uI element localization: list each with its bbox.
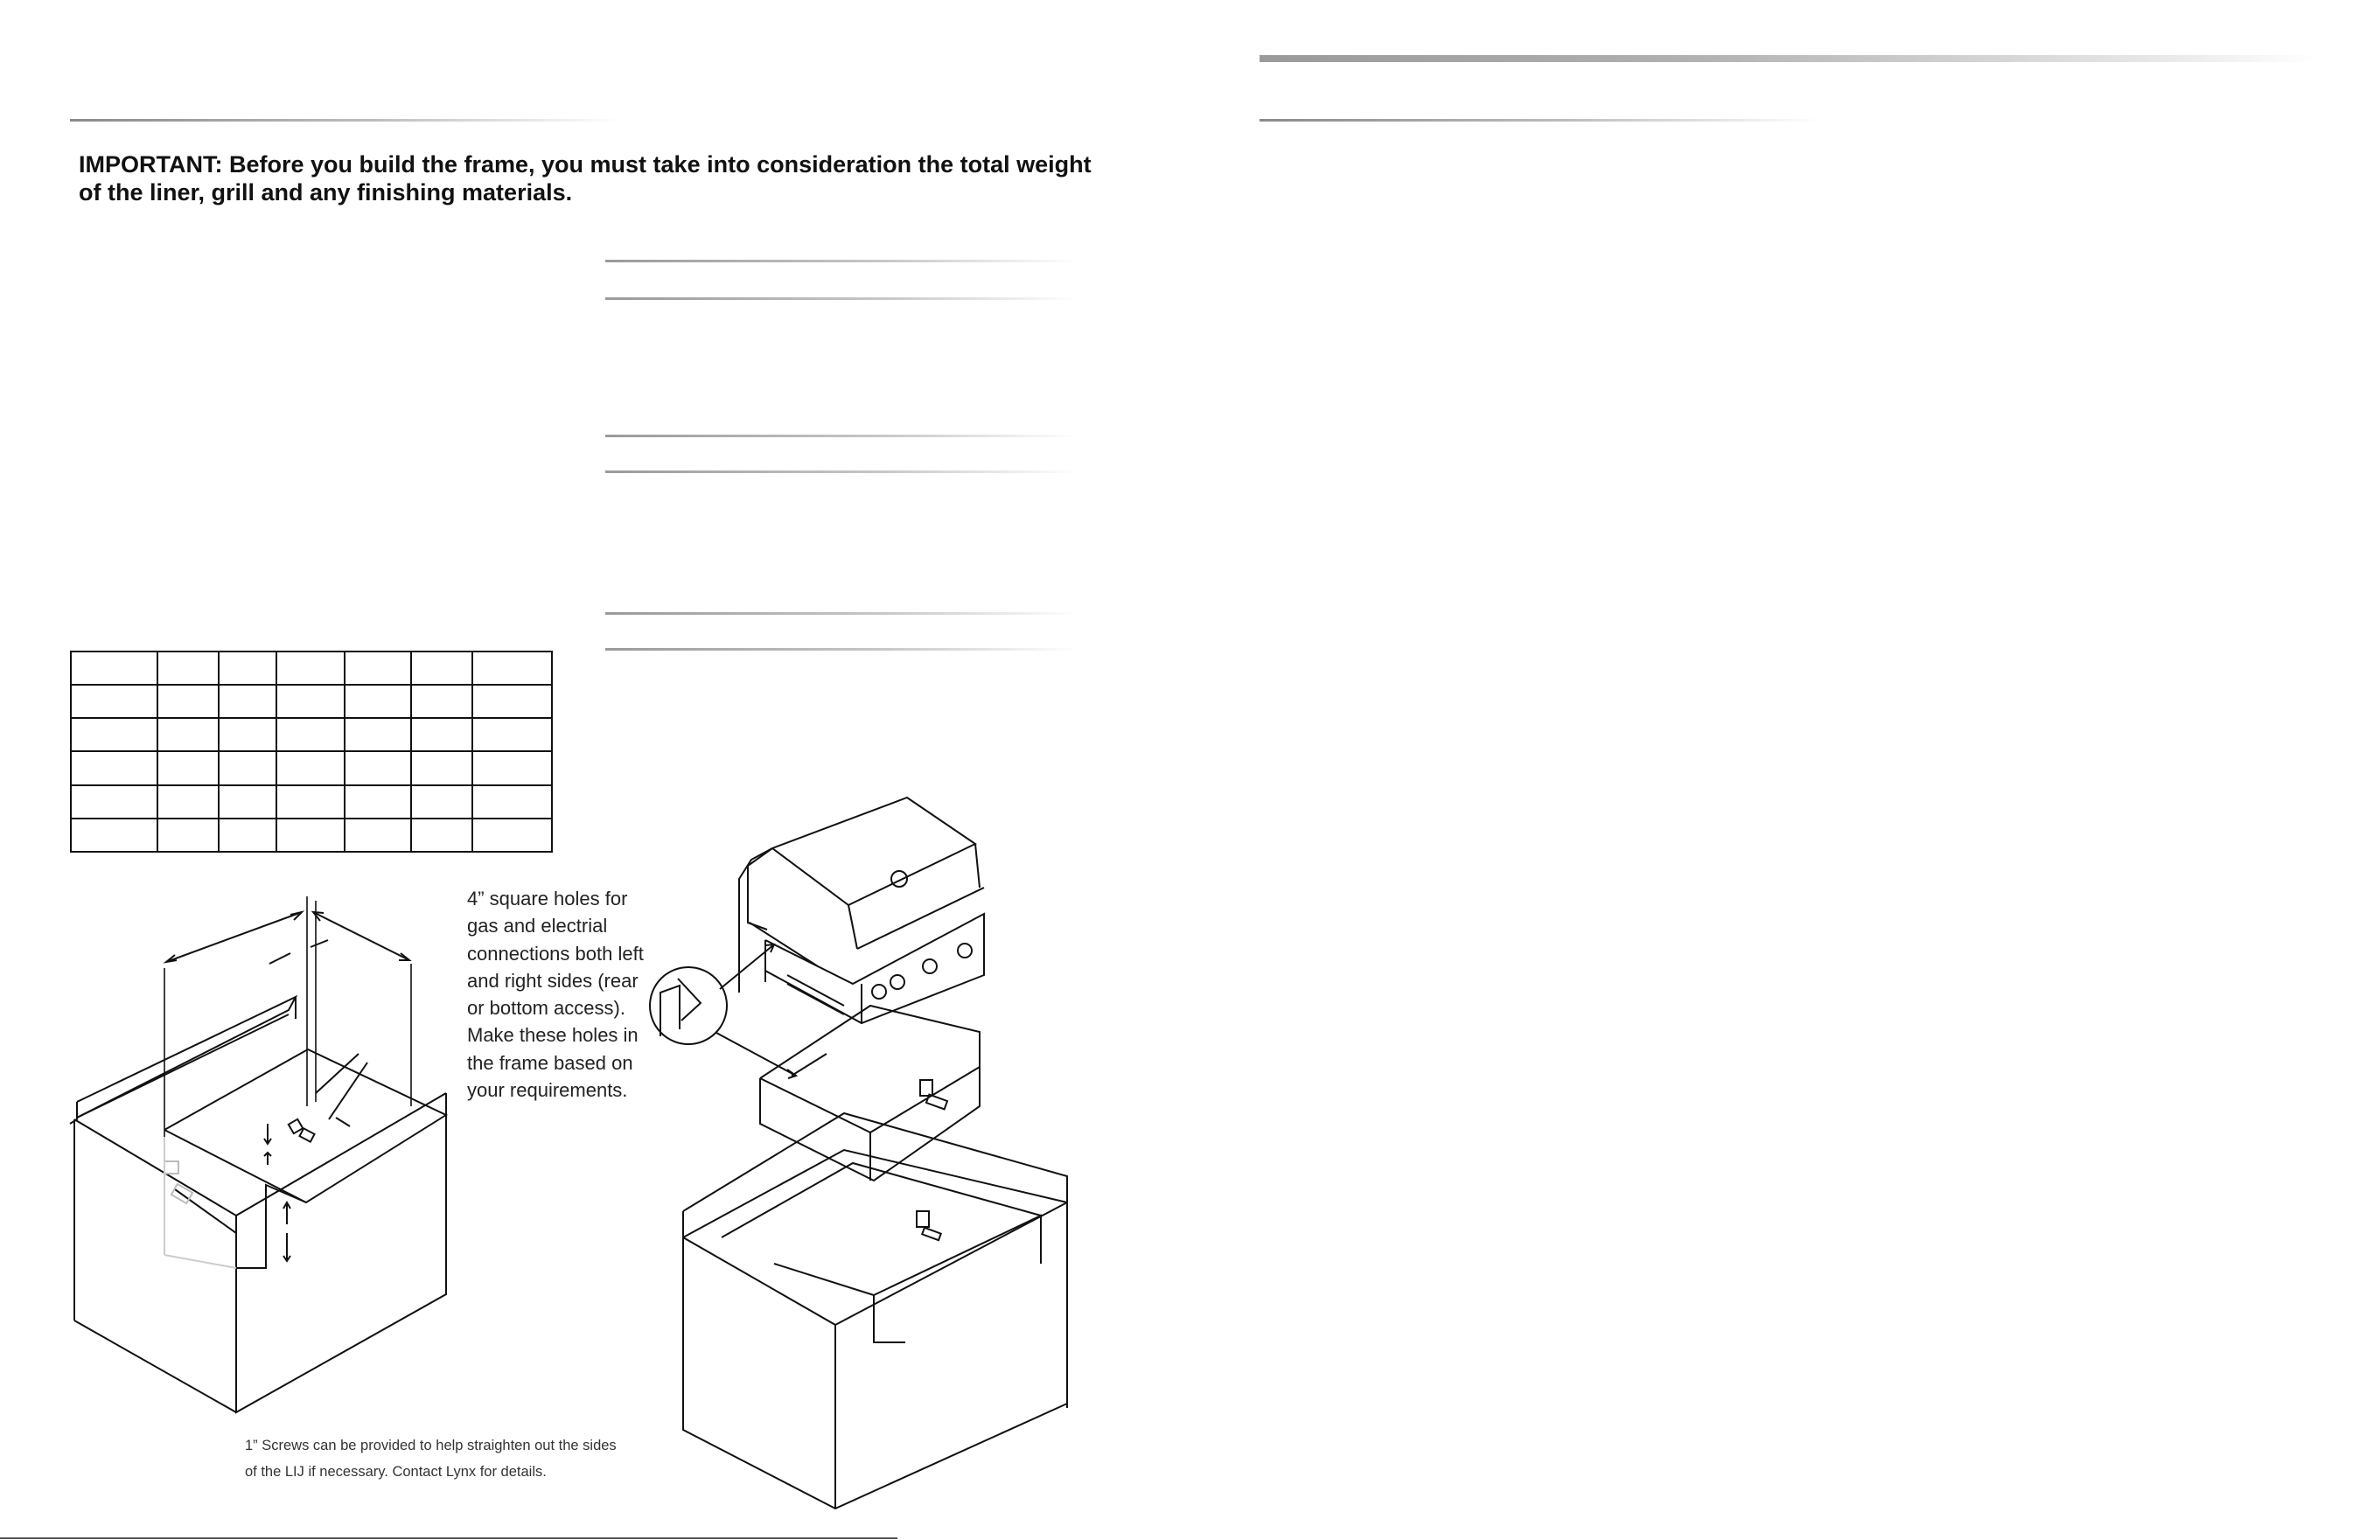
frame-opening-drawing — [61, 883, 464, 1425]
column-rule-6 — [605, 648, 1078, 651]
screws-note: 1” Screws can be provided to help straighten out the sides of the LIJ if necessary. Contact Lynx for details. — [245, 1438, 617, 1480]
column-rule-1 — [605, 260, 1078, 262]
important-notice: IMPORTANT: Before you build the frame, you must take into consideration the total weight of the liner, grill and any finishing materials. — [79, 151, 1092, 206]
holes-note: 4” square holes for gas and electrial connections both left and right sides (rear or bottom access). Make these holes in the frame based on your requirements. — [467, 888, 644, 1102]
table-row — [71, 819, 552, 852]
column-rule-4 — [605, 470, 1078, 473]
column-rule-5 — [605, 612, 1078, 615]
table-row — [71, 718, 552, 751]
column-rule-3 — [605, 435, 1078, 437]
grill-assembly-drawing — [643, 791, 1080, 1509]
table-row — [71, 785, 552, 819]
right-page-header-bar — [1260, 55, 2318, 62]
right-section-rule — [1260, 119, 1819, 122]
left-section-rule — [70, 119, 621, 122]
dimension-table — [70, 651, 553, 853]
table-row — [71, 685, 552, 718]
table-row — [71, 652, 552, 685]
page-bottom-rule — [0, 1537, 897, 1539]
table-row — [71, 751, 552, 784]
column-rule-2 — [605, 297, 1078, 300]
